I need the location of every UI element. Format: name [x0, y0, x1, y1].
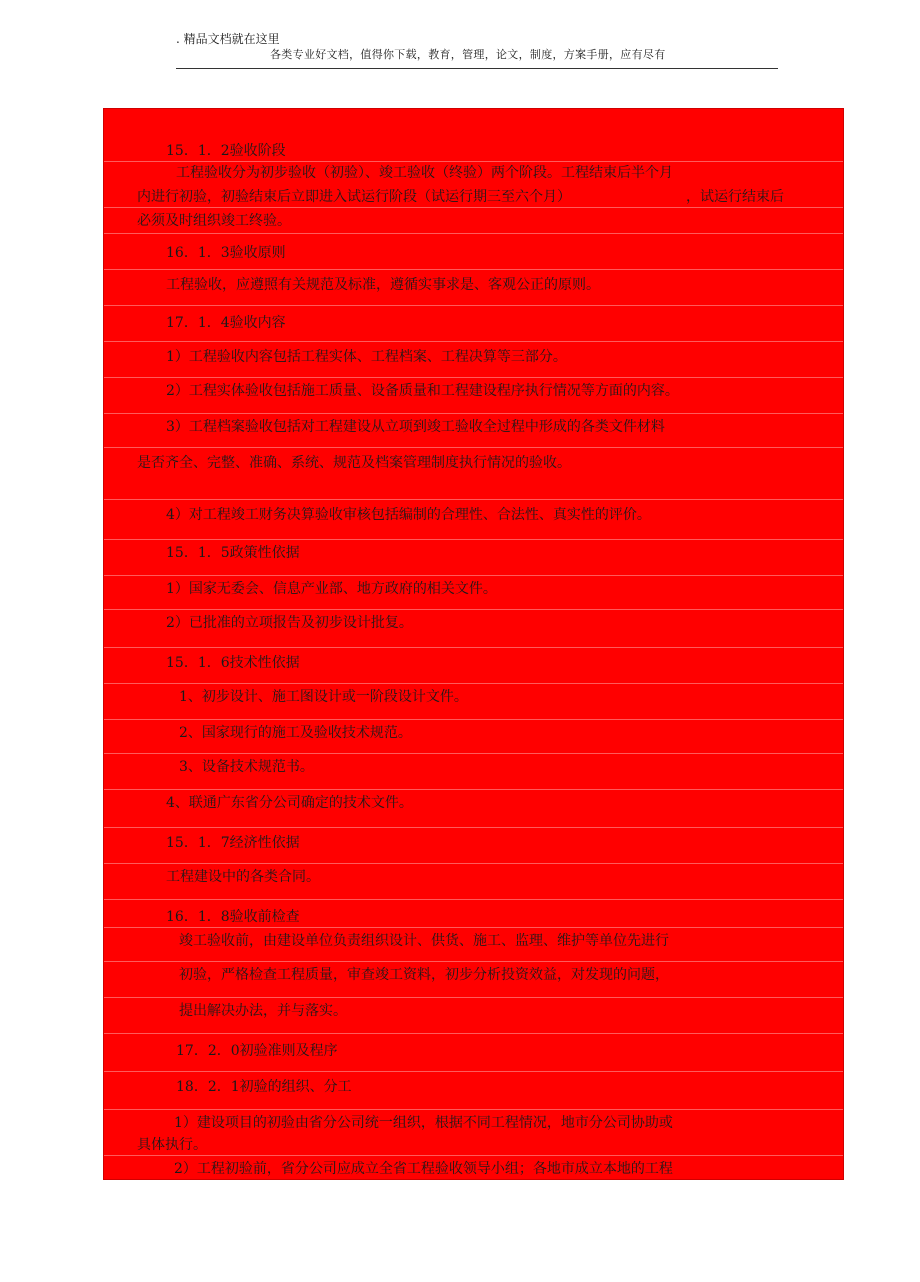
list-item: 2、国家现行的施工及验收技术规范。 [179, 725, 412, 741]
row-divider [104, 753, 843, 754]
row-divider [104, 207, 843, 208]
paragraph-line: 具体执行。 [137, 1137, 207, 1153]
section-heading: 15．1．2验收阶段 [166, 143, 286, 159]
paragraph-line: 工程建设中的各类合同。 [166, 869, 320, 885]
list-item: 2）工程实体验收包括施工质量、设备质量和工程建设程序执行情况等方面的内容。 [166, 383, 679, 399]
list-item: 4）对工程竣工财务决算验收审核包括编制的合理性、合法性、真实性的评价。 [166, 507, 651, 523]
section-heading: 15．1．7经济性依据 [166, 835, 300, 851]
content-panel [103, 108, 844, 1180]
row-divider [104, 161, 843, 162]
row-divider [104, 1109, 843, 1110]
section-heading: 17．2．0初验准则及程序 [176, 1043, 338, 1059]
list-item: 1、初步设计、施工图设计或一阶段设计文件。 [179, 689, 468, 705]
paragraph-line: 是否齐全、完整、准确、系统、规范及档案管理制度执行情况的验收。 [137, 455, 571, 471]
row-divider [104, 719, 843, 720]
row-divider [104, 827, 843, 828]
row-divider [104, 647, 843, 648]
section-heading: 17．1．4验收内容 [166, 315, 286, 331]
paragraph-line: 工程验收分为初步验收（初验）、竣工验收（终验）两个阶段。工程结束后半个月 [176, 165, 673, 181]
row-divider [104, 269, 843, 270]
list-item: 2）已批准的立项报告及初步设计批复。 [166, 615, 413, 631]
header-subtitle: 各类专业好文档，值得你下载，教育，管理，论文，制度，方案手册，应有尽有 [270, 48, 666, 61]
section-heading: 16．1．3验收原则 [166, 245, 286, 261]
row-divider [104, 1071, 843, 1072]
row-divider [104, 539, 843, 540]
row-divider [104, 575, 843, 576]
paragraph-line: 初验，严格检查工程质量，审查竣工资料，初步分析投资效益，对发现的问题， [179, 967, 669, 983]
row-divider [104, 233, 843, 234]
row-divider [104, 997, 843, 998]
section-heading: 18．2．1初验的组织、分工 [176, 1079, 352, 1095]
section-heading: 15．1．6技术性依据 [166, 655, 300, 671]
list-item: 2）工程初验前，省分公司应成立全省工程验收领导小组；各地市成立本地的工程 [174, 1161, 673, 1177]
row-divider [104, 413, 843, 414]
list-item: 1）工程验收内容包括工程实体、工程档案、工程决算等三部分。 [166, 349, 567, 365]
row-divider [104, 305, 843, 306]
paragraph-line: 竣工验收前，由建设单位负责组织设计、供货、施工、监理、维护等单位先进行 [179, 933, 669, 949]
paragraph-line: 工程验收，应遵照有关规范及标准，遵循实事求是、客观公正的原则。 [166, 277, 600, 293]
row-divider [104, 899, 843, 900]
list-item: 1）国家无委会、信息产业部、地方政府的相关文件。 [166, 581, 497, 597]
row-divider [104, 341, 843, 342]
list-item: 3、设备技术规范书。 [179, 759, 314, 775]
list-item: 3）工程档案验收包括对工程建设从立项到竣工验收全过程中形成的各类文件材料 [166, 419, 665, 435]
row-divider [104, 961, 843, 962]
header-top-note: . 精品文档就在这里 [176, 32, 280, 46]
row-divider [104, 377, 843, 378]
list-item: 4、联通广东省分公司确定的技术文件。 [166, 795, 413, 811]
row-divider [104, 927, 843, 928]
paragraph-line: 必须及时组织竣工终验。 [137, 213, 291, 229]
row-divider [104, 1033, 843, 1034]
paragraph-line: 内进行初验，初验结束后立即进入试运行阶段（试运行期三至六个月） [137, 189, 571, 205]
paragraph-line: ，试运行结束后 [686, 189, 784, 205]
row-divider [104, 1155, 843, 1156]
list-item: 1）建设项目的初验由省分公司统一组织，根据不同工程情况，地市分公司协助或 [174, 1115, 673, 1131]
section-heading: 16．1．8验收前检查 [166, 909, 300, 925]
row-divider [104, 789, 843, 790]
row-divider [104, 609, 843, 610]
row-divider [104, 499, 843, 500]
header-divider [176, 68, 778, 69]
section-heading: 15．1．5政策性依据 [166, 545, 300, 561]
paragraph-line: 提出解决办法，并与落实。 [179, 1003, 347, 1019]
row-divider [104, 683, 843, 684]
row-divider [104, 863, 843, 864]
row-divider [104, 447, 843, 448]
